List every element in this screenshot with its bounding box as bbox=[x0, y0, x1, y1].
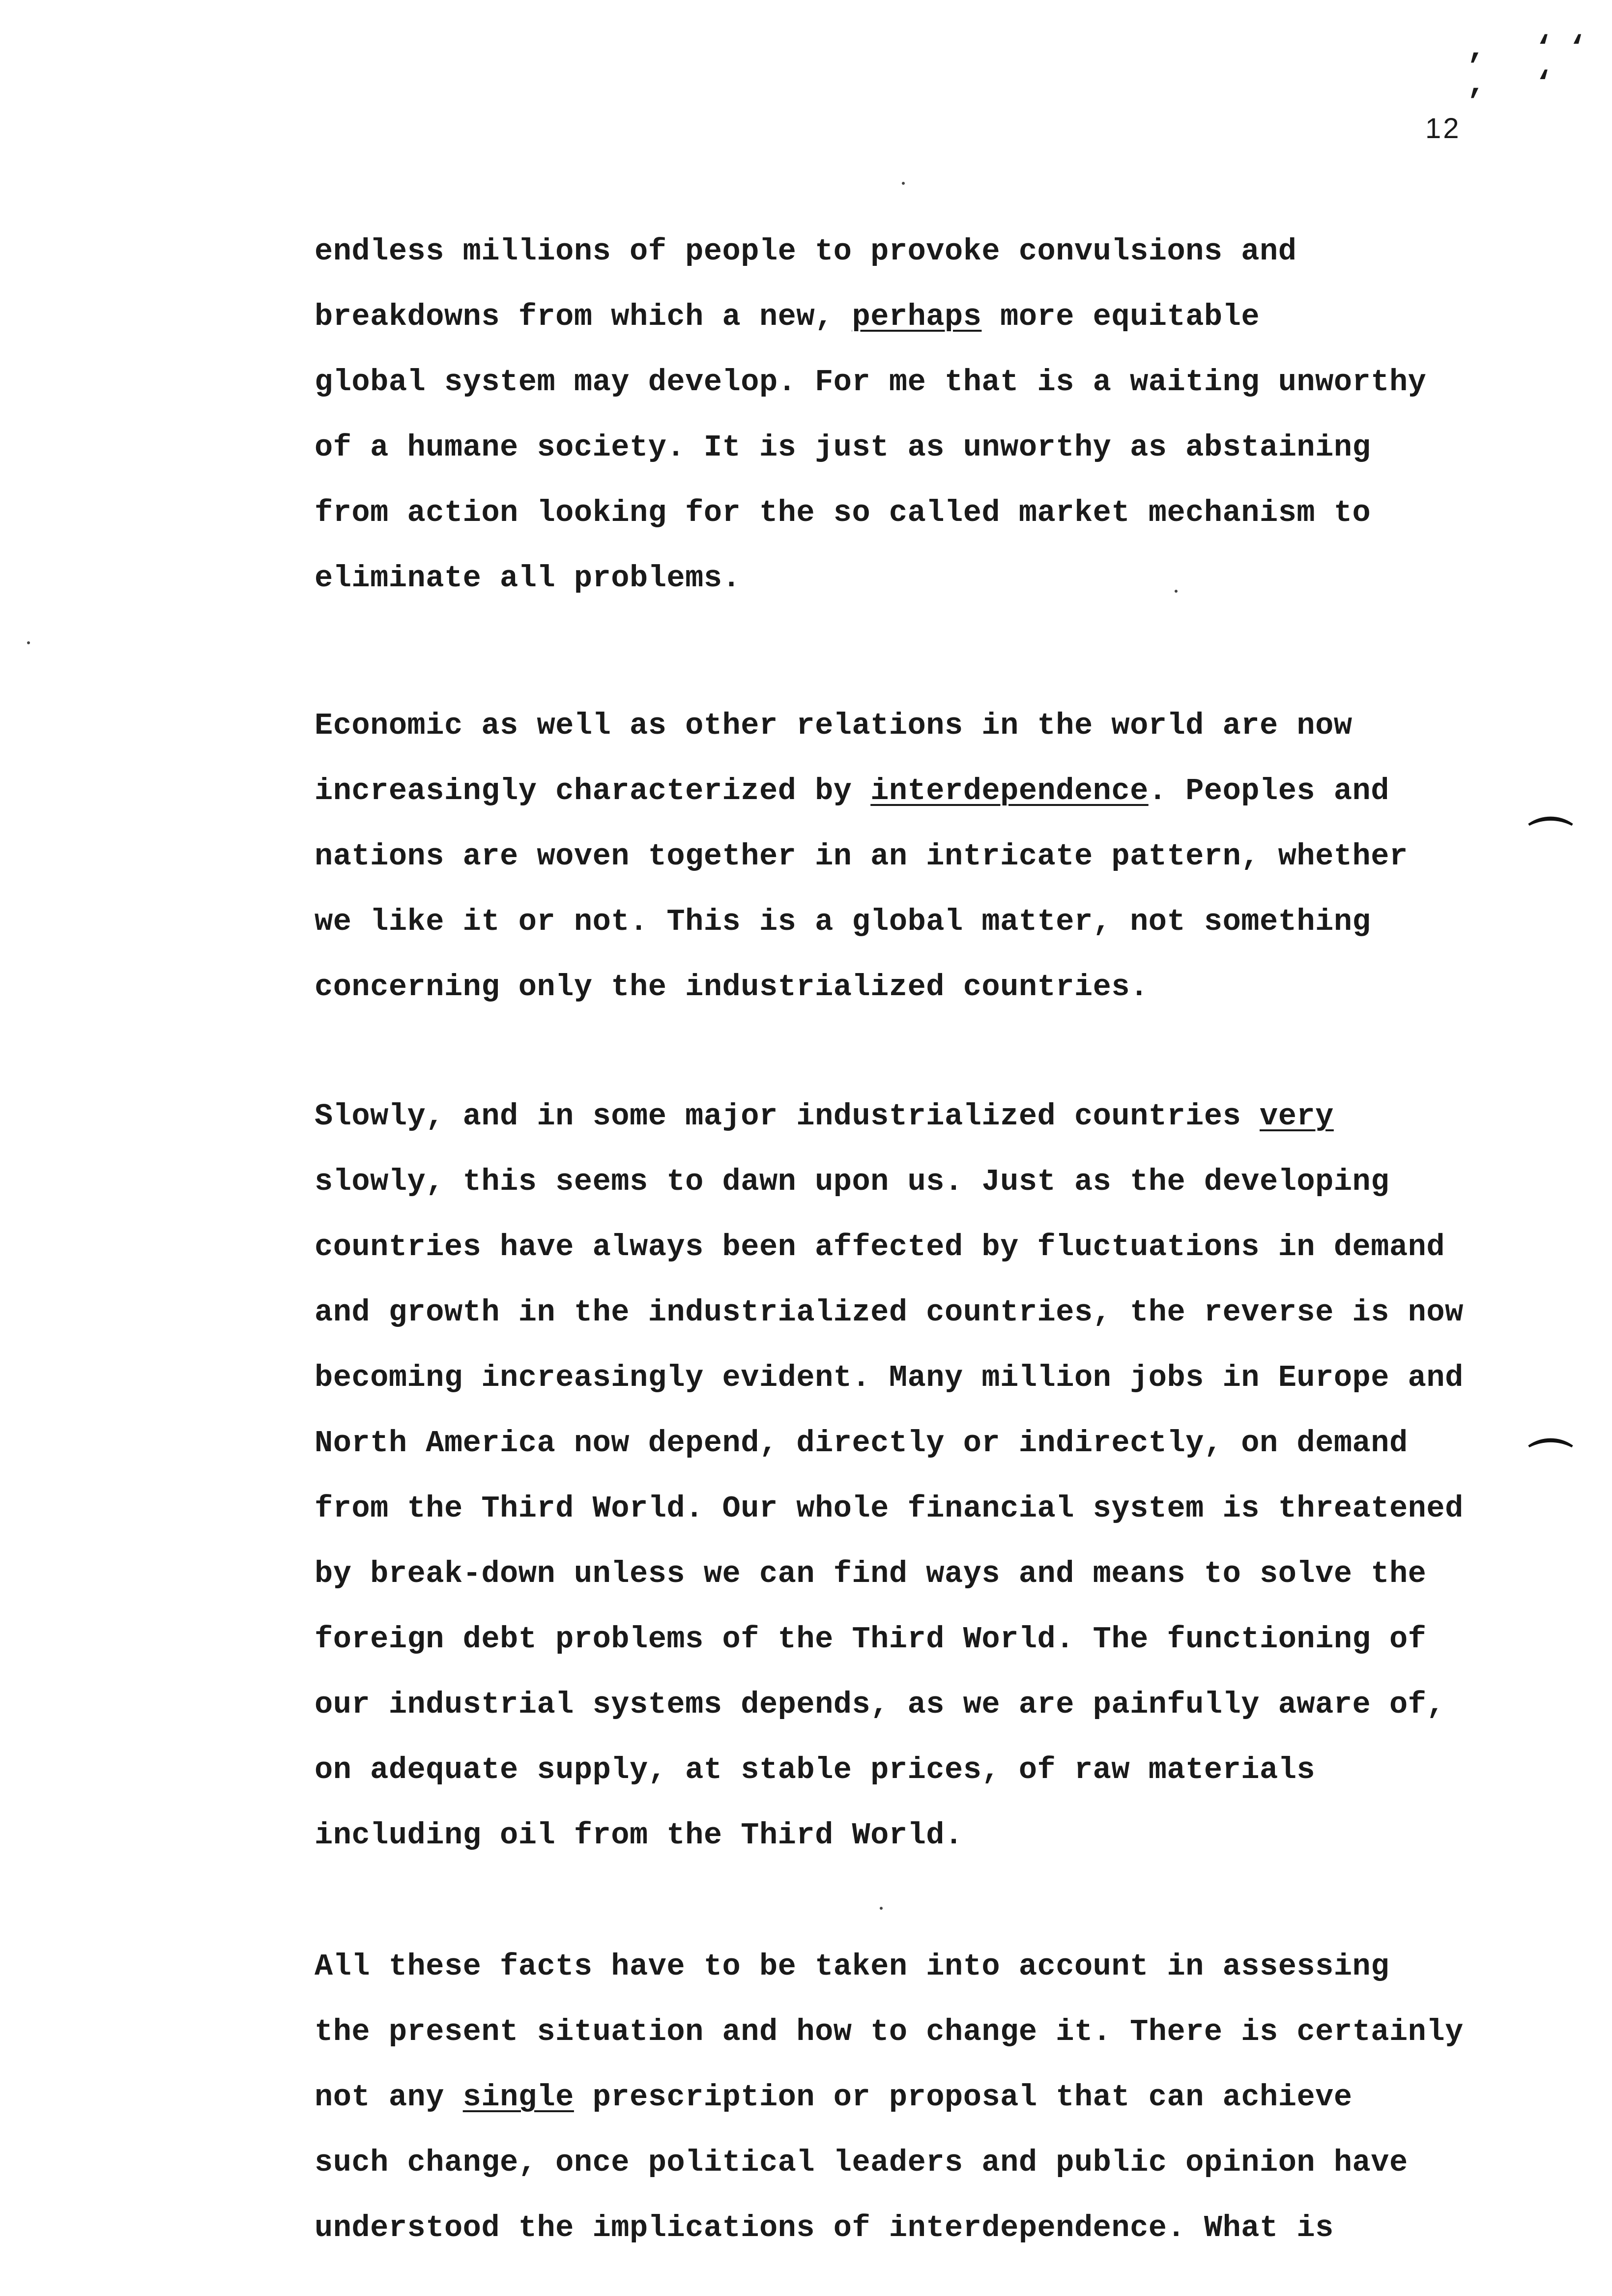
text-run: of a humane society. It is just as unworthy as abstaining bbox=[315, 430, 1371, 465]
text-run: our industrial systems depends, as we are painfully aware of, bbox=[315, 1687, 1445, 1722]
text-run: global system may develop. For me that is a waiting unworthy bbox=[315, 365, 1427, 400]
text-line bbox=[315, 889, 1573, 954]
text-run: becoming increasingly evident. Many million jobs in Europe and bbox=[315, 1360, 1464, 1395]
text-run: by break-down unless we can find ways and means to solve the bbox=[315, 1556, 1427, 1591]
text-line bbox=[315, 1999, 1573, 2065]
text-line bbox=[315, 1737, 1573, 1803]
text-line bbox=[315, 693, 1573, 758]
text-line bbox=[315, 1149, 1573, 1214]
text-line bbox=[315, 2065, 1573, 2130]
text-line bbox=[315, 349, 1573, 415]
paragraph-1 bbox=[315, 219, 1573, 611]
text-run: North America now depend, directly or indirectly, on demand bbox=[315, 1426, 1408, 1461]
text-line bbox=[315, 954, 1573, 1020]
speck bbox=[880, 1907, 883, 1910]
text-run: nations are woven together in an intricate pattern, whether bbox=[315, 839, 1408, 874]
text-run: countries have always been affected by fluctuations in demand bbox=[315, 1230, 1445, 1264]
text-run: and growth in the industrialized countries, the reverse is now bbox=[315, 1295, 1464, 1330]
text-run: Economic as well as other relations in the world are now bbox=[315, 708, 1353, 743]
text-line bbox=[315, 2130, 1573, 2195]
text-run: eliminate all problems. bbox=[315, 561, 741, 596]
text-line bbox=[315, 1934, 1573, 1999]
text-run: prescription or proposal that can achieve bbox=[574, 2080, 1353, 2115]
text-run: from action looking for the so called market mechanism to bbox=[315, 495, 1371, 530]
text-run: including oil from the Third World. bbox=[315, 1818, 963, 1853]
text-line bbox=[315, 219, 1573, 284]
text-line bbox=[315, 824, 1573, 889]
text-run: such change, once political leaders and public opinion have bbox=[315, 2145, 1408, 2180]
text-line bbox=[315, 1476, 1573, 1541]
text-run: foreign debt problems of the Third World. The functioning of bbox=[315, 1622, 1427, 1657]
text-line bbox=[315, 1280, 1573, 1345]
page-number: 12 bbox=[1425, 113, 1461, 144]
text-run: Slowly, and in some major industrialized countries bbox=[315, 1099, 1260, 1134]
text-run: not any bbox=[315, 2080, 463, 2115]
text-run: . Peoples and bbox=[1148, 774, 1389, 808]
text-line bbox=[315, 284, 1573, 349]
corner-pencil-marks: , ‘‘ , ‘ bbox=[1467, 31, 1602, 102]
text-run: on adequate supply, at stable prices, of raw materials bbox=[315, 1752, 1316, 1787]
text-line bbox=[315, 2195, 1573, 2261]
text-line bbox=[315, 1541, 1573, 1607]
text-line bbox=[315, 480, 1573, 545]
text-run: concerning only the industrialized countries. bbox=[315, 970, 1149, 1004]
margin-bracket-mark: ⌒ bbox=[1528, 814, 1573, 865]
paragraph-2 bbox=[315, 693, 1573, 1020]
text-line bbox=[315, 1214, 1573, 1280]
paragraph-4 bbox=[315, 1934, 1573, 2261]
text-run: from the Third World. Our whole financial system is threatened bbox=[315, 1491, 1464, 1526]
text-line bbox=[315, 1672, 1573, 1737]
text-line bbox=[315, 1084, 1573, 1149]
text-run: All these facts have to be taken into account in assessing bbox=[315, 1949, 1389, 1984]
speck bbox=[1175, 590, 1178, 593]
text-run: the present situation and how to change it. There is certainly bbox=[315, 2014, 1464, 2049]
text-line bbox=[315, 1345, 1573, 1410]
text-line bbox=[315, 1803, 1573, 1868]
speck bbox=[902, 182, 905, 185]
underlined-emphasis: interdependence bbox=[870, 774, 1149, 808]
text-line bbox=[315, 1607, 1573, 1672]
speck bbox=[27, 641, 30, 644]
text-line bbox=[315, 1410, 1573, 1476]
text-run: slowly, this seems to dawn upon us. Just as the developing bbox=[315, 1164, 1389, 1199]
text-run: more equitable bbox=[981, 299, 1260, 334]
text-run: breakdowns from which a new, bbox=[315, 299, 852, 334]
text-run: we like it or not. This is a global matter, not something bbox=[315, 904, 1371, 939]
text-run: increasingly characterized by bbox=[315, 774, 871, 808]
text-run: understood the implications of interdependence. What is bbox=[315, 2210, 1334, 2245]
margin-bracket-mark: ⌒ bbox=[1528, 1435, 1573, 1487]
text-run: endless millions of people to provoke convulsions and bbox=[315, 234, 1297, 269]
underlined-emphasis: single bbox=[462, 2080, 574, 2115]
text-line bbox=[315, 545, 1573, 611]
underlined-emphasis: perhaps bbox=[852, 299, 982, 334]
text-line bbox=[315, 415, 1573, 480]
underlined-emphasis: very bbox=[1260, 1099, 1334, 1134]
paragraph-3 bbox=[315, 1084, 1573, 1868]
text-line bbox=[315, 758, 1573, 824]
